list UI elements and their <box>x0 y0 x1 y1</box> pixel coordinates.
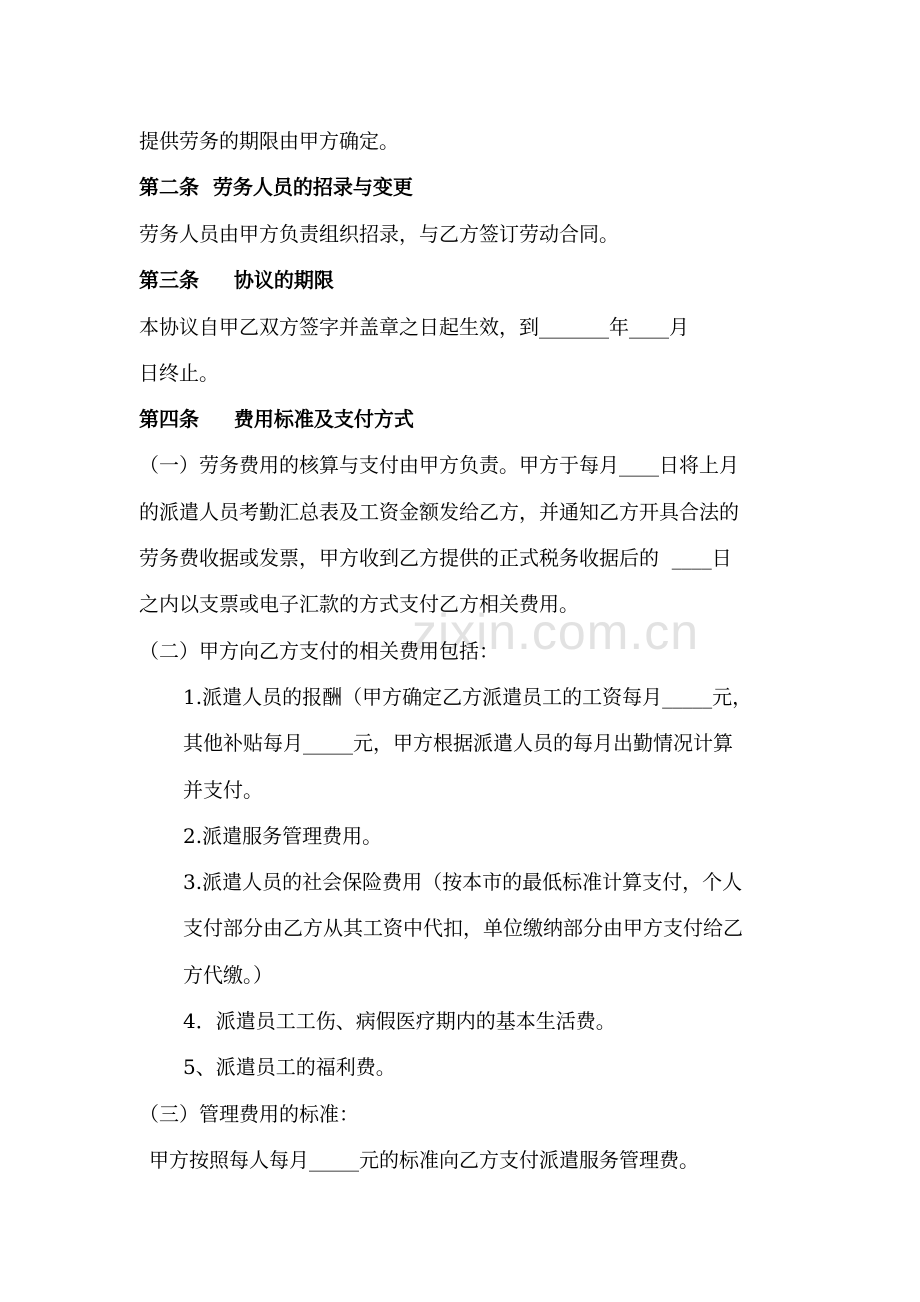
list-item-1-line-1: 1.派遣人员的报酬（甲方确定乙方派遣员工的工资每月_____元， <box>183 685 753 709</box>
article-4-item-1-line-3: 劳务费收据或发票，甲方收到乙方提供的正式税务收据后的 ____日 <box>139 546 732 570</box>
article-3-heading: 第三条 协议的期限 <box>139 268 334 292</box>
list-item-1-line-2: 其他补贴每月_____元，甲方根据派遣人员的每月出勤情况计算 <box>183 731 733 755</box>
article-4-item-3-body: 甲方按照每人每月_____元的标准向乙方支付派遣服务管理费。 <box>149 1148 699 1172</box>
list-item-3-line-3: 方代缴。） <box>183 963 273 987</box>
list-item-1-line-3: 并支付。 <box>183 778 263 802</box>
article-3-body-line-2: 日终止。 <box>139 361 219 385</box>
article-4-heading: 第四条 费用标准及支付方式 <box>139 407 414 431</box>
article-4-item-1-line-2: 的派遣人员考勤汇总表及工资金额发给乙方，并通知乙方开具合法的 <box>139 500 739 524</box>
article-2-body: 劳务人员由甲方负责组织招录，与乙方签订劳动合同。 <box>139 222 619 246</box>
article-4-item-2-heading: （二）甲方向乙方支付的相关费用包括： <box>139 639 499 663</box>
article-4-item-1-line-4: 之内以支票或电子汇款的方式支付乙方相关费用。 <box>139 592 579 616</box>
paragraph-term-duration: 提供劳务的期限由甲方确定。 <box>139 129 399 153</box>
article-2-heading: 第二条 劳务人员的招录与变更 <box>139 175 413 199</box>
article-4-item-3-heading: （三）管理费用的标准： <box>139 1102 359 1126</box>
list-item-3-line-2: 支付部分由乙方从其工资中代扣，单位缴纳部分由甲方支付给乙 <box>183 916 743 940</box>
article-4-item-1-line-1: （一）劳务费用的核算与支付由甲方负责。甲方于每月____日将上月 <box>139 453 739 477</box>
list-item-4: 4．派遣员工工伤、病假医疗期内的基本生活费。 <box>183 1009 616 1033</box>
article-3-body-line-1: 本协议自甲乙双方签字并盖章之日起生效，到_______年____月 <box>139 315 689 339</box>
watermark-text: zixin.com.cn <box>412 604 700 660</box>
list-item-2: 2.派遣服务管理费用。 <box>183 824 383 848</box>
list-item-3-line-1: 3.派遣人员的社会保险费用（按本市的最低标准计算支付，个人 <box>183 870 743 894</box>
list-item-5: 5、派遣员工的福利费。 <box>183 1055 396 1079</box>
